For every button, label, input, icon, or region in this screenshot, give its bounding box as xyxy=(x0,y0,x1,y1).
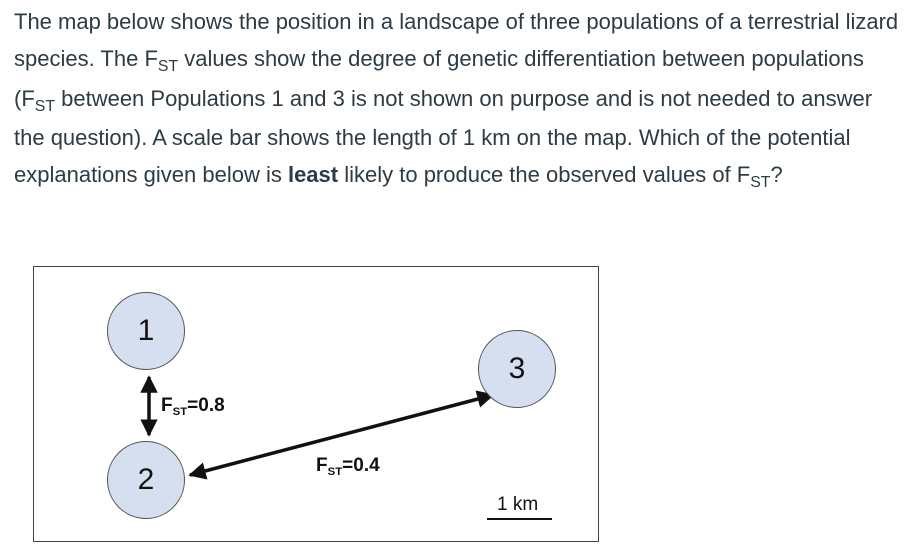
question-part-4: likely to produce the observed values of F xyxy=(338,162,751,188)
fst-label-2-3-prefix: F xyxy=(316,455,328,476)
fst-label-1-2 xyxy=(161,395,225,417)
question-part-2: values show the degree of genetic differentiation between populations (F xyxy=(14,45,864,111)
fst-subscript-3: ST xyxy=(750,174,771,192)
fst-subscript-1: ST xyxy=(157,57,179,75)
population-3-circle xyxy=(478,330,556,408)
fst-label-1-2-value: =0.8 xyxy=(187,395,225,416)
population-3-label: 3 xyxy=(508,352,526,385)
fst-label-2-3 xyxy=(316,455,380,477)
population-1-label: 1 xyxy=(137,314,155,347)
scale-bar-label: 1 km xyxy=(497,494,539,515)
landscape-map xyxy=(33,266,599,542)
question-part-1: The map below shows the position in a landscape of three populations of a terrestrial lizard species. The F xyxy=(14,9,899,71)
scale-bar xyxy=(487,518,552,520)
question-part-5: ? xyxy=(770,162,783,188)
fst-label-2-3-sub: ST xyxy=(327,465,343,478)
question-part-3: between Populations 1 and 3 is not shown on purpose and is not needed to answer the question). A scale bar shows the length of 1 km on the map. Which of the potential explanations given below is xyxy=(14,85,873,188)
emphasis-least: least xyxy=(287,162,339,188)
fst-label-2-3-value: =0.4 xyxy=(342,455,380,476)
fst-label-1-2-prefix: F xyxy=(161,395,173,416)
fst-label-1-2-sub: ST xyxy=(172,405,188,418)
question-text xyxy=(14,4,904,197)
population-2-label: 2 xyxy=(137,463,155,496)
population-2-circle xyxy=(107,441,185,519)
fst-subscript-2: ST xyxy=(34,97,55,115)
population-1-circle xyxy=(107,292,185,370)
